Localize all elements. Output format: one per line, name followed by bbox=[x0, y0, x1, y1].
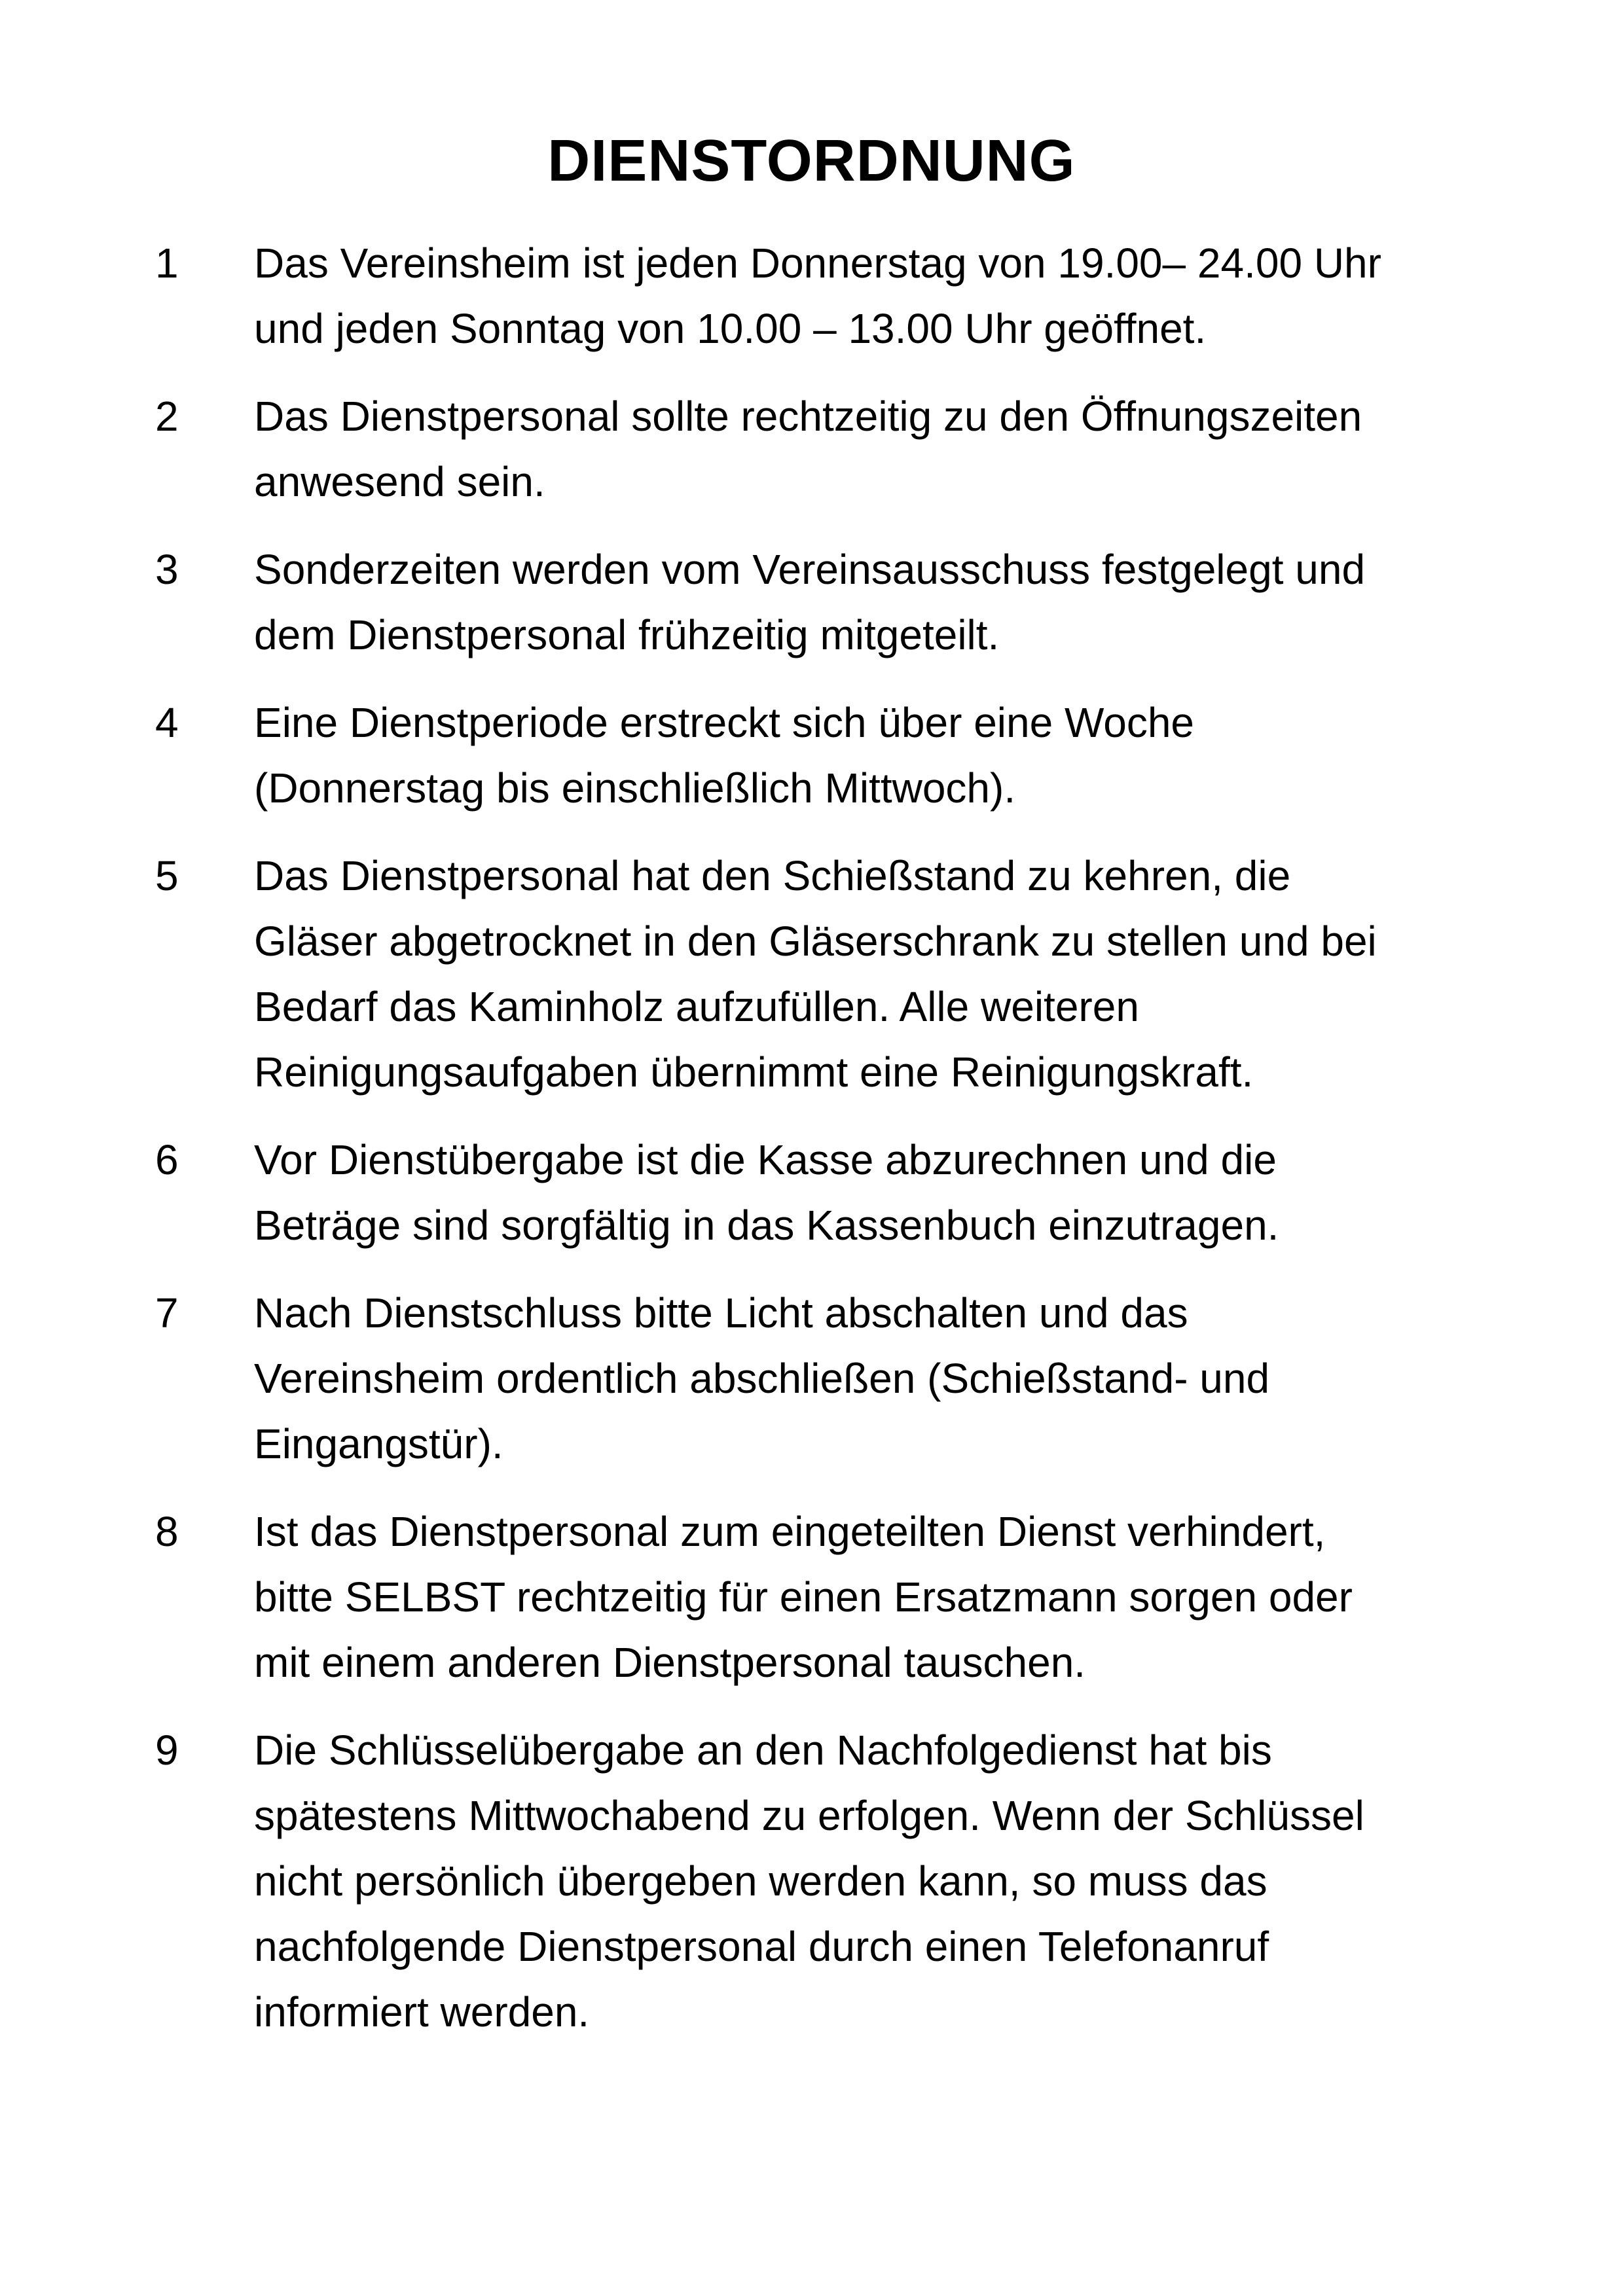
rule-number: 3 bbox=[155, 546, 179, 593]
page-title: DIENSTORDNUNG bbox=[547, 128, 1076, 194]
rule-text: Eine Dienstperiode erstreckt sich über eine Woche (Donnerstag bis einschließlich Mittwoch). bbox=[254, 699, 1194, 812]
rule-item-5 bbox=[155, 843, 1504, 1105]
rule-number: 7 bbox=[155, 1289, 179, 1336]
rule-number: 1 bbox=[155, 240, 179, 287]
rule-item-7 bbox=[155, 1280, 1504, 1477]
rule-item-3 bbox=[155, 537, 1504, 668]
rule-text: Das Dienstpersonal sollte rechtzeitig zu den Öffnungszeiten anwesend sein. bbox=[254, 393, 1362, 505]
rule-number: 5 bbox=[155, 852, 179, 899]
rules-list bbox=[155, 230, 1504, 2067]
rule-number: 9 bbox=[155, 1727, 179, 1774]
rule-text: Das Vereinsheim ist jeden Donnerstag von 19.00– 24.00 Uhr und jeden Sonntag von 10.00 – 13.00 Uhr geöffnet. bbox=[254, 240, 1381, 352]
rule-number: 6 bbox=[155, 1136, 179, 1183]
rule-item-4 bbox=[155, 690, 1504, 821]
rule-text: Ist das Dienstpersonal zum eingeteilten Dienst verhindert, bitte SELBST rechtzeitig für einen Ersatzmann sorgen oder mit einem anderen Dienstpersonal tauschen. bbox=[254, 1508, 1353, 1686]
rule-text: Das Dienstpersonal hat den Schießstand zu kehren, die Gläser abgetrocknet in den Gläserschrank zu stellen und bei Bedarf das Kaminholz aufzufüllen. Alle weiteren Reinigungsaufgaben übernimmt eine Reinigungskraft. bbox=[254, 852, 1377, 1096]
rule-item-1 bbox=[155, 230, 1504, 361]
rule-text: Nach Dienstschluss bitte Licht abschalten und das Vereinsheim ordentlich abschließen (Schießstand- und Eingangstür). bbox=[254, 1289, 1270, 1467]
rule-item-9 bbox=[155, 1717, 1504, 2045]
rule-number: 4 bbox=[155, 699, 179, 746]
rule-text: Sonderzeiten werden vom Vereinsausschuss festgelegt und dem Dienstpersonal frühzeitig mitgeteilt. bbox=[254, 546, 1366, 658]
rule-number: 2 bbox=[155, 393, 179, 440]
rule-number: 8 bbox=[155, 1508, 179, 1555]
rule-item-6 bbox=[155, 1127, 1504, 1258]
rule-item-2 bbox=[155, 384, 1504, 514]
rule-text: Vor Dienstübergabe ist die Kasse abzurechnen und die Beträge sind sorgfältig in das Kassenbuch einzutragen. bbox=[254, 1136, 1279, 1249]
rule-text: Die Schlüsselübergabe an den Nachfolgedienst hat bis spätestens Mittwochabend zu erfolgen. Wenn der Schlüssel nicht persönlich übergeben werden kann, so muss das nachfolgende Dienstpersonal durch einen Telefonanruf informiert werden. bbox=[254, 1727, 1364, 2036]
rule-item-8 bbox=[155, 1499, 1504, 1695]
